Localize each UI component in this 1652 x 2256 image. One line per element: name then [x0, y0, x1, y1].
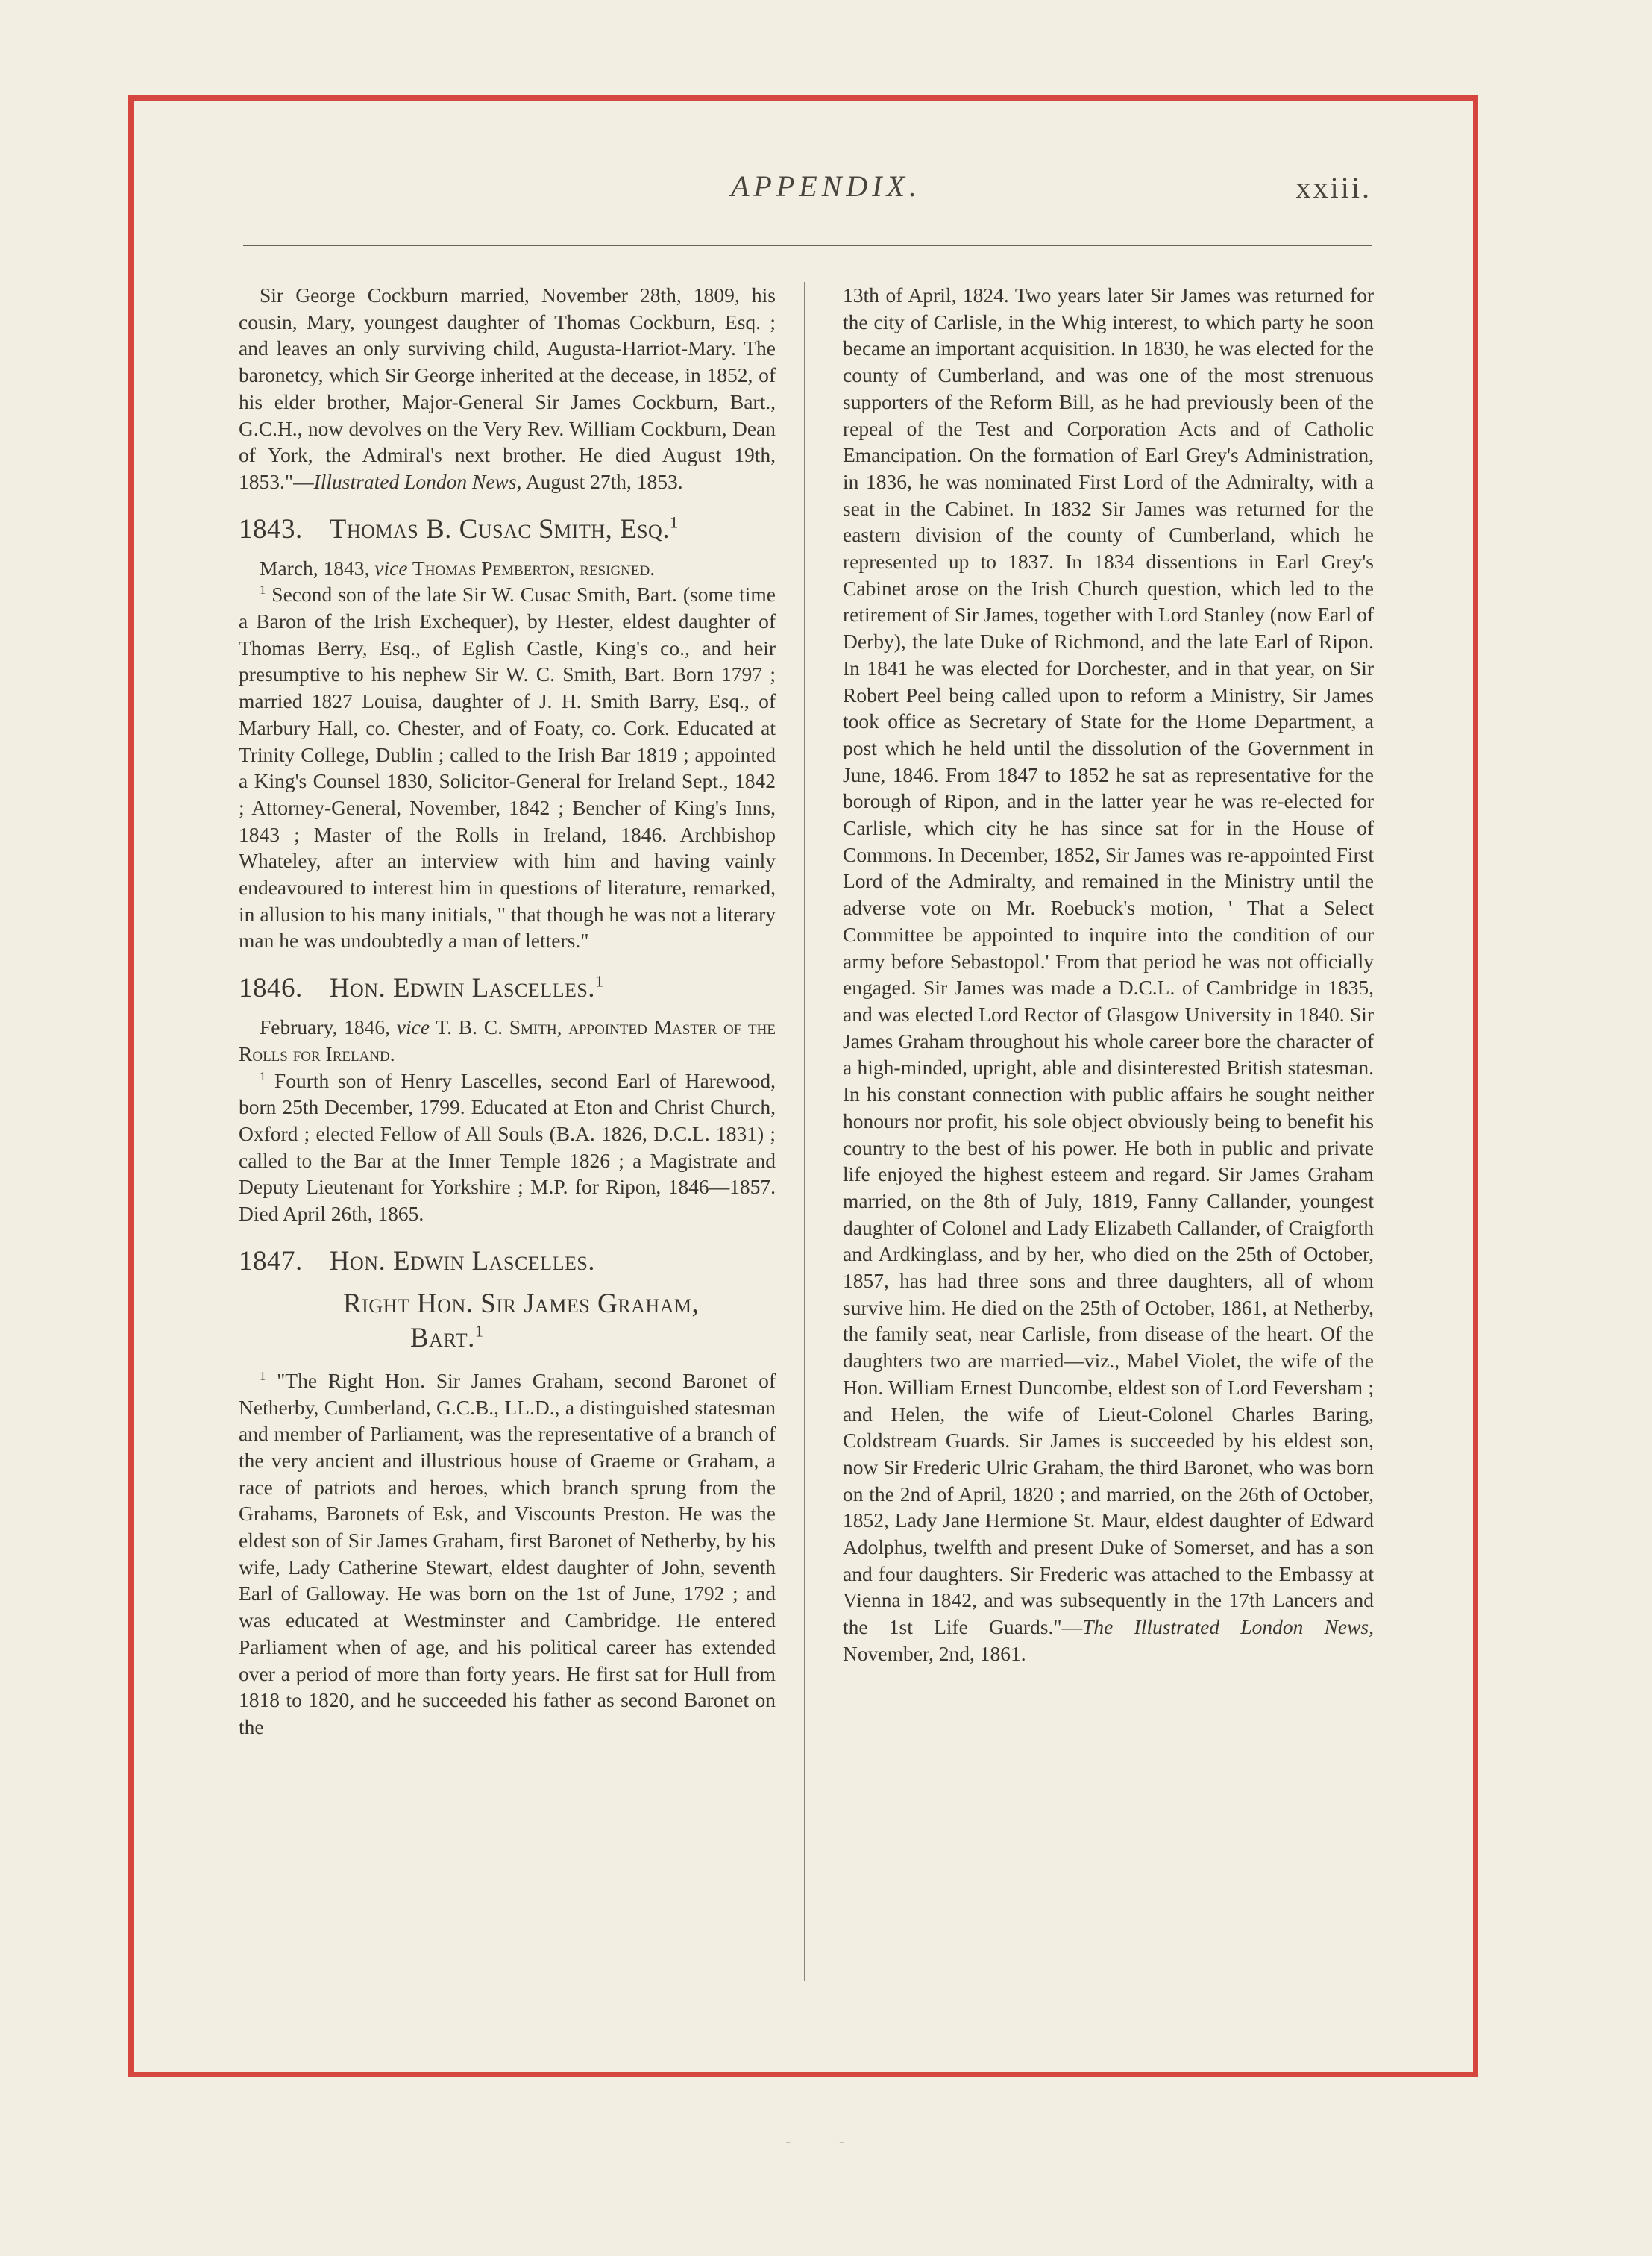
footnote-marker: 1 [260, 1368, 266, 1383]
right-column [843, 282, 1374, 1667]
footnote-marker: 1 [260, 1068, 266, 1083]
footnote-marker: 1 [260, 583, 266, 598]
header-rule [243, 245, 1372, 246]
running-head-title: APPENDIX. [730, 169, 922, 203]
appointment-1843: March, 1843, vice Thomas Pemberton, resigned. [260, 556, 656, 580]
graham-continuation: 13th of April, 1824. Two years later Sir James was returned for the city of Carlisle, in the Whig interest, to which party he soon became an important acquisition. In 1830, he was elected for the county of Cumberland, and was one of the most strenuous supporters of the Reform Bill, as he had previously been of the repeal of the Test and Corporation Acts and of Catholic Emancipation. On the formation of Earl Grey's Administration, in 1836, he was nominated First Lord of the Admiralty, with a seat in the Cabinet. In 1832 Sir James was returned for the eastern division of the county of Cumberland, which he represented up to 1837. In 1834 dissentions in Earl Grey's Cabinet arose on the Irish Church question, which led to the retirement of Sir James, together with Lord Stanley (now Earl of Derby), the late Duke of Richmond, and the late Earl of Ripon. In 1841 he was elected for Dorchester, and in that year, on Sir Robert Peel being called upon to reform a Ministry, Sir James took office as Secretary of State for the Home Department, a post which he held until the dissolution of the Government in June, 1846. From 1847 to 1852 he sat as representative for the borough of Ripon, and in the latter year he was re-elected for Carlisle, which city he has since sat for in the House of Commons. In December, 1852, Sir James was re-appointed First Lord of the Admiralty, and remained in the Ministry until the adverse vote on Mr. Roebuck's motion, ' That a Select Committee be appointed to inquire into the condition of our army before Sebastopol.' From that period he was not officially engaged. Sir James was made a D.C.L. of Cambridge in 1835, and was elected Lord Rector of Glasgow University in 1840. Sir James Graham throughout his whole career bore the character of a high-minded, upright, able and disinterested British statesman. In his constant connection with public affairs he sought neither honours nor profit, his sole object obviously being to benefit his country to the best of his power. He both in public and private life enjoyed the highest esteem and regard. Sir James Graham married, on the 8th of July, 1819, Fanny Callander, youngest daughter of Colonel and Lady Elizabeth Callander, of Craigforth and Ardkinglass, and by her, who died on the 25th of October, 1857, has had three sons and three daughters, all of whom survive him. He died on the 25th of October, 1861, at Netherby, the family seat, near Carlisle, from disease of the heart. Of the daughters two are married—viz., Mabel Violet, the wife of the Hon. William Ernest Duncombe, eldest son of Lord Feversham ; and Helen, the wife of Lieut-Colonel Charles Baring, Coldstream Guards. Sir James is succeeded by his eldest son, now Sir Frederic Ulric Graham, the third Baronet, who was born on the 2nd of April, 1820 ; and married, on the 26th of October, 1852, Lady Jane Hermione St. Maur, eldest daughter of Edward Adolphus, twelfth and present Duke of Somerset, and has a son and four daughters. Sir Frederic was attached to the Embassy at Vienna in 1842, and was subsequently in the 17th Lancers and the 1st Life Guards."—The Illustrated London News, November, 2nd, 1861. [843, 283, 1374, 1665]
footnote-ref: 1 [474, 1321, 484, 1341]
source-citation: Illustrated London News, [313, 469, 522, 493]
column-divider [804, 282, 805, 1981]
heading-1847-graham: Right Hon. Sir James Graham, Bart.$^1$ [343, 1288, 700, 1353]
heading-1847: 1847. Hon. Edwin Lascelles. [239, 1245, 596, 1276]
footnote-1843: $^1$ Second son of the late Sir W. Cusac Smith, Bart. (some time a Baron of the Irish Exchequer), by Hester, eldest daughter of Thomas Berry, Esq., of Eglish Castle, King's co., and heir presumptive to his nephew Sir W. C. Smith, Bart. Born 1797 ; married 1827 Louisa, daughter of J. H. Smith Barry, Esq., of Marbury Hall, co. Chester, and of Foaty, co. Cork. Educated at Trinity College, Dublin ; called to the Irish Bar 1819 ; appointed a King's Counsel 1830, Solicitor-General for Ireland Sept., 1842 ; Attorney-General, November, 1842 ; Bencher of King's Inns, 1843 ; Master of the Rolls in Ireland, 1846. Archbishop Whateley, after an interview with him and having vainly endeavoured to interest him in questions of literature, remarked, in allusion to his many initials, " that though he was not a literary man he was undoubtedly a man of letters." [239, 583, 776, 953]
appointment-1846: February, 1846, vice T. B. C. Smith, appointed Master of the Rolls for Ireland. [239, 1015, 776, 1065]
footnote-1847: $^1$ "The Right Hon. Sir James Graham, second Baronet of Netherby, Cumberland, G.C.B., LL.D., a distinguished statesman and member of Parliament, was the representative of a branch of the very ancient and illustrious house of Graeme or Graham, a race of patriots and heroes, which branch sprung from the Grahams, Baronets of Esk, and Viscounts Preston. He was the eldest son of Sir James Graham, first Baronet of Netherby, by his wife, Lady Catherine Stewart, eldest daughter of John, seventh Earl of Galloway. He was born on the 1st of June, 1792 ; and was educated at Westminster and Cambridge. He entered Parliament when of age, and his political career has extended over a period of more than forty years. He first sat for Hull from 1818 to 1820, and he succeeded his father as second Baronet on the [239, 1368, 776, 1738]
cockburn-paragraph: Sir George Cockburn married, November 28th, 1809, his cousin, Mary, youngest daughter of Thomas Cockburn, Esq. ; and leaves an only surviving child, Augusta-Harriot-Mary. The baronetcy, which Sir George inherited at the decease, in 1852, of his elder brother, Major-General Sir James Cockburn, Bart., G.C.H., now devolves on the Very Rev. William Cockburn, Dean of York, the Admiral's next brother. He died August 19th, 1853."—Illustrated London News, August 27th, 1853. [239, 283, 776, 493]
heading-1846: 1846. Hon. Edwin Lascelles.$^1$ [239, 971, 604, 1004]
left-column [239, 282, 776, 1740]
footnote-ref: 1 [670, 513, 679, 532]
page-number: xxiii. [1295, 171, 1372, 204]
footnote-ref: 1 [595, 971, 604, 991]
heading-1843: 1843. Thomas B. Cusac Smith, Esq.$^1$ [239, 513, 679, 545]
bottom-marks: - - [785, 2134, 867, 2150]
source-citation: The Illustrated London News, [1082, 1615, 1374, 1639]
footnote-1846: $^1$ Fourth son of Henry Lascelles, second Earl of Harewood, born 25th December, 1799. Educated at Eton and Christ Church, Oxford ; elected Fellow of All Souls (B.A. 1826, D.C.L. 1831) ; called to the Bar at the Inner Temple 1826 ; a Magistrate and Deputy Lieutenant for Yorkshire ; M.P. for Ripon, 1846—1857. Died April 26th, 1865. [239, 1068, 776, 1226]
